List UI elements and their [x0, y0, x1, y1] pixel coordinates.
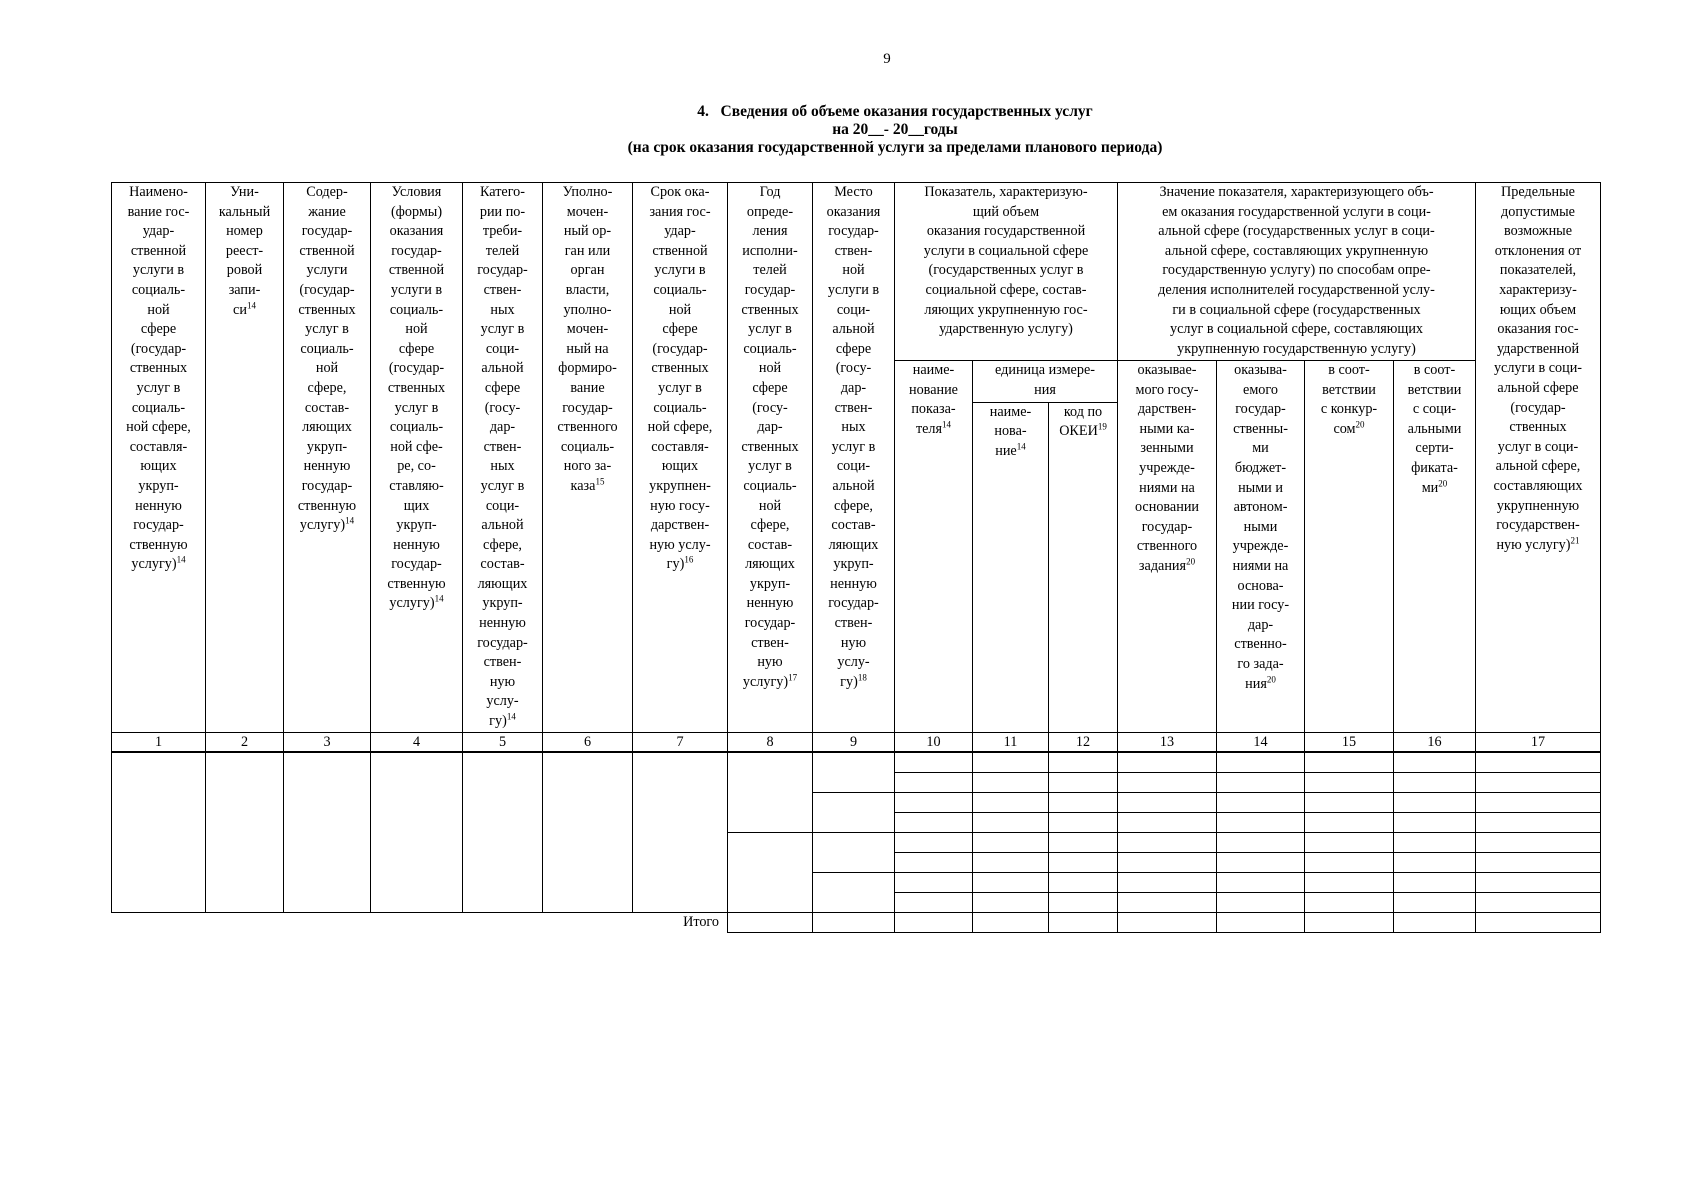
- header-allowed-deviations: Предельные допустимые возможные отклонения от показателей, характеризу- ющих объем оказания гос- ударственной услуги в соци- альной сфере (государ- ственных услуг в соци- альной сфере, составляющих укрупненную государствен- ную услугу)$^{21}$: [1476, 183, 1601, 733]
- data-cell: [813, 752, 895, 793]
- data-cell: [371, 752, 463, 913]
- itogo-cell: [1476, 912, 1601, 932]
- data-cell: [973, 892, 1049, 912]
- column-number: 4: [371, 732, 463, 752]
- itogo-cell: [1118, 912, 1217, 932]
- title-line-3: (на срок оказания государственной услуги за пределами планового периода): [627, 139, 1163, 156]
- header-state-institutions: оказывае- мого госу- дарствен- ными ка- зенными учрежде- ниями на основании государ- ственного задания$^{20}$: [1118, 361, 1217, 733]
- data-cell: [1118, 792, 1217, 812]
- column-number: 7: [633, 732, 728, 752]
- itogo-cell: [973, 912, 1049, 932]
- column-number: 3: [284, 732, 371, 752]
- data-cell: [1476, 892, 1601, 912]
- data-cell: [1049, 752, 1118, 773]
- data-cell: [1394, 772, 1476, 792]
- data-cell: [1049, 792, 1118, 812]
- data-cell: [1217, 852, 1305, 872]
- data-cell: [1394, 832, 1476, 852]
- data-cell: [1217, 892, 1305, 912]
- services-volume-table: [111, 182, 1601, 933]
- data-cell: [1217, 812, 1305, 832]
- itogo-cell: [1305, 912, 1394, 932]
- data-cell: [206, 752, 284, 913]
- data-cell: [1476, 812, 1601, 832]
- data-cell: [895, 752, 973, 773]
- data-cell: [1394, 792, 1476, 812]
- table-row: [112, 752, 1601, 773]
- data-cell: [973, 872, 1049, 892]
- data-cell: [973, 832, 1049, 852]
- itogo-cell: [1049, 912, 1118, 932]
- header-executor-year: Год опреде- ления исполни- телей государ- ственных услуг в социаль- ной сфере (госу- дар- ственных услуг в социаль- ной сфере, состав- ляющих укруп- ненную государ- ствен- ную услугу)$^{17}$: [728, 183, 813, 733]
- itogo-label: Итого: [683, 913, 719, 930]
- data-cell: [463, 752, 543, 913]
- title-line-2: на 20__- 20__годы: [832, 121, 958, 138]
- header-by-certificates: в соот- ветствии с соци- альными серти- фиката- $ми^{20}$: [1394, 361, 1476, 733]
- data-cell: [973, 752, 1049, 773]
- data-cell: [1217, 752, 1305, 773]
- header-registry-number: Уни- кальный номер реест- ровой запи- $си^{14}$: [206, 183, 284, 733]
- data-cell: [1476, 852, 1601, 872]
- data-cell: [284, 752, 371, 913]
- data-cell: [1305, 812, 1394, 832]
- data-cell: [1049, 872, 1118, 892]
- data-cell: [1305, 832, 1394, 852]
- data-cell: [895, 772, 973, 792]
- data-cell: [973, 772, 1049, 792]
- data-cell: [1394, 872, 1476, 892]
- column-number: 15: [1305, 732, 1394, 752]
- data-cell: [1394, 812, 1476, 832]
- data-cell: [1476, 752, 1601, 773]
- itogo-cell: [1217, 912, 1305, 932]
- column-number: 17: [1476, 732, 1601, 752]
- data-cell: [1476, 772, 1601, 792]
- header-budget-institutions: оказыва- емого государ- ственны- ми бюджет- ными и автоном- ными учрежде- ниями на основа- нии госу- дар- ственно- го зада- ния$^{20}$: [1217, 361, 1305, 733]
- data-cell: [1305, 792, 1394, 812]
- data-cell: [973, 812, 1049, 832]
- itogo-cell: [1394, 912, 1476, 932]
- data-cell: [1049, 892, 1118, 912]
- header-unit-group: единица измере- ния: [973, 361, 1118, 403]
- data-cell: [1049, 772, 1118, 792]
- header-consumer-categories: Катего- рии по- треби- телей государ- ствен- ных услуг в соци- альной сфере (госу- дар- ствен- ных услуг в соци- альной сфере, состав- ляющих укруп- ненную государ- ствен- ную услу- гу)$^{14}$: [463, 183, 543, 733]
- column-number: 6: [543, 732, 633, 752]
- data-cell: [1118, 852, 1217, 872]
- data-cell: [813, 872, 895, 912]
- data-cell: [1217, 832, 1305, 852]
- header-service-term: Срок ока- зания гос- удар- ственной услуги в социаль- ной сфере (государ- ственных услуг в социаль- ной сфере, составля- ющих укрупнен- ную госу- дарствен- ную услу- гу)$^{16}$: [633, 183, 728, 733]
- data-cell: [1476, 832, 1601, 852]
- data-cell: [1049, 812, 1118, 832]
- header-okei-code: код по ОКЕИ$^{19}$: [1049, 402, 1118, 732]
- data-cell: [895, 852, 973, 872]
- header-indicator-group: Показатель, характеризую- щий объем оказания государственной услуги в социальной сфере (государственных услуг в социальной сфере, состав- ляющих укрупненную гос- ударственную услугу): [895, 183, 1118, 361]
- column-number: 1: [112, 732, 206, 752]
- header-authorized-body: Уполно- мочен- ный ор- ган или орган власти, уполно- мочен- ный на формиро- вание государ- ственного социаль- ного за- каза$^{15}$: [543, 183, 633, 733]
- data-cell: [728, 752, 813, 833]
- data-cell: [973, 852, 1049, 872]
- data-cell: [895, 872, 973, 892]
- data-cell: [1118, 812, 1217, 832]
- data-cell: [633, 752, 728, 913]
- data-cell: [112, 752, 206, 913]
- itogo-cell: [813, 912, 895, 932]
- data-cell: [1305, 892, 1394, 912]
- data-cell: [1305, 872, 1394, 892]
- data-cell: [1118, 892, 1217, 912]
- column-number: 9: [813, 732, 895, 752]
- column-number: 11: [973, 732, 1049, 752]
- title-line-1: 4. Сведения об объеме оказания государственных услуг: [697, 103, 1093, 120]
- data-cell: [1049, 832, 1118, 852]
- data-cell: [1476, 872, 1601, 892]
- data-cell: [1394, 892, 1476, 912]
- data-cell: [1049, 852, 1118, 872]
- data-cell: [973, 792, 1049, 812]
- data-cell: [1476, 792, 1601, 812]
- data-cell: [813, 792, 895, 832]
- column-number: 12: [1049, 732, 1118, 752]
- column-number: 14: [1217, 732, 1305, 752]
- data-cell: [895, 832, 973, 852]
- header-service-name: Наимено- вание гос- удар- ственной услуги в социаль- ной сфере (государ- ственных услуг в социаль- ной сфере, составля- ющих укруп- ненную государ- ственную услугу)$^{14}$: [112, 183, 206, 733]
- itogo-row: [112, 912, 1601, 932]
- header-by-competition: в соот- ветствии с конкур- сом$^{20}$: [1305, 361, 1394, 733]
- section-title: [330, 103, 1460, 157]
- itogo-cell: [895, 912, 973, 932]
- data-cell: [1118, 872, 1217, 892]
- data-cell: [895, 892, 973, 912]
- header-indicator-name: наиме- нование показа- теля$^{14}$: [895, 361, 973, 733]
- data-cell: [1118, 832, 1217, 852]
- header-indicator-value-group: Значение показателя, характеризующего объ- ем оказания государственной услуги в соци- альной сфере (государственных услуг в соци- альной сфере, составляющих укрупненную государственную услугу) по способам опре- деления исполнителей государственной услу- ги в социальной сфере (государственных услуг в социальной сфере, составляющих укрупненную государственную услугу): [1118, 183, 1476, 361]
- column-number: 8: [728, 732, 813, 752]
- data-cell: [895, 812, 973, 832]
- column-numbers-row: [112, 732, 1601, 752]
- data-cell: [895, 792, 973, 812]
- data-cell: [1394, 752, 1476, 773]
- data-cell: [1217, 792, 1305, 812]
- header-service-content: Содер- жание государ- ственной услуги (государ- ственных услуг в социаль- ной сфере, состав- ляющих укруп- ненную государ- ственную услугу)$^{14}$: [284, 183, 371, 733]
- column-number: 10: [895, 732, 973, 752]
- column-number: 16: [1394, 732, 1476, 752]
- data-cell: [1305, 852, 1394, 872]
- page-number: 9: [883, 51, 891, 67]
- data-cell: [1305, 772, 1394, 792]
- data-cell: [1217, 772, 1305, 792]
- data-cell: [543, 752, 633, 913]
- header-service-conditions: Условия (формы) оказания государ- ственной услуги в социаль- ной сфере (государ- ственных услуг в социаль- ной сфе- ре, со- ставляю- щих укруп- ненную государ- ственную услугу)$^{14}$: [371, 183, 463, 733]
- header-service-place: Место оказания государ- ствен- ной услуги в соци- альной сфере (госу- дар- ствен- ных услуг в соци- альной сфере, состав- ляющих укруп- ненную государ- ствен- ную услу- гу)$^{18}$: [813, 183, 895, 733]
- data-cell: [728, 832, 813, 912]
- data-cell: [1118, 752, 1217, 773]
- data-cell: [813, 832, 895, 872]
- column-number: 13: [1118, 732, 1217, 752]
- header-unit-name: наиме- нова- ние$^{14}$: [973, 402, 1049, 732]
- data-cell: [1394, 852, 1476, 872]
- data-cell: [1217, 872, 1305, 892]
- data-cell: [1305, 752, 1394, 773]
- column-number: 2: [206, 732, 284, 752]
- itogo-cell: [728, 912, 813, 932]
- data-cell: [1118, 772, 1217, 792]
- column-number: 5: [463, 732, 543, 752]
